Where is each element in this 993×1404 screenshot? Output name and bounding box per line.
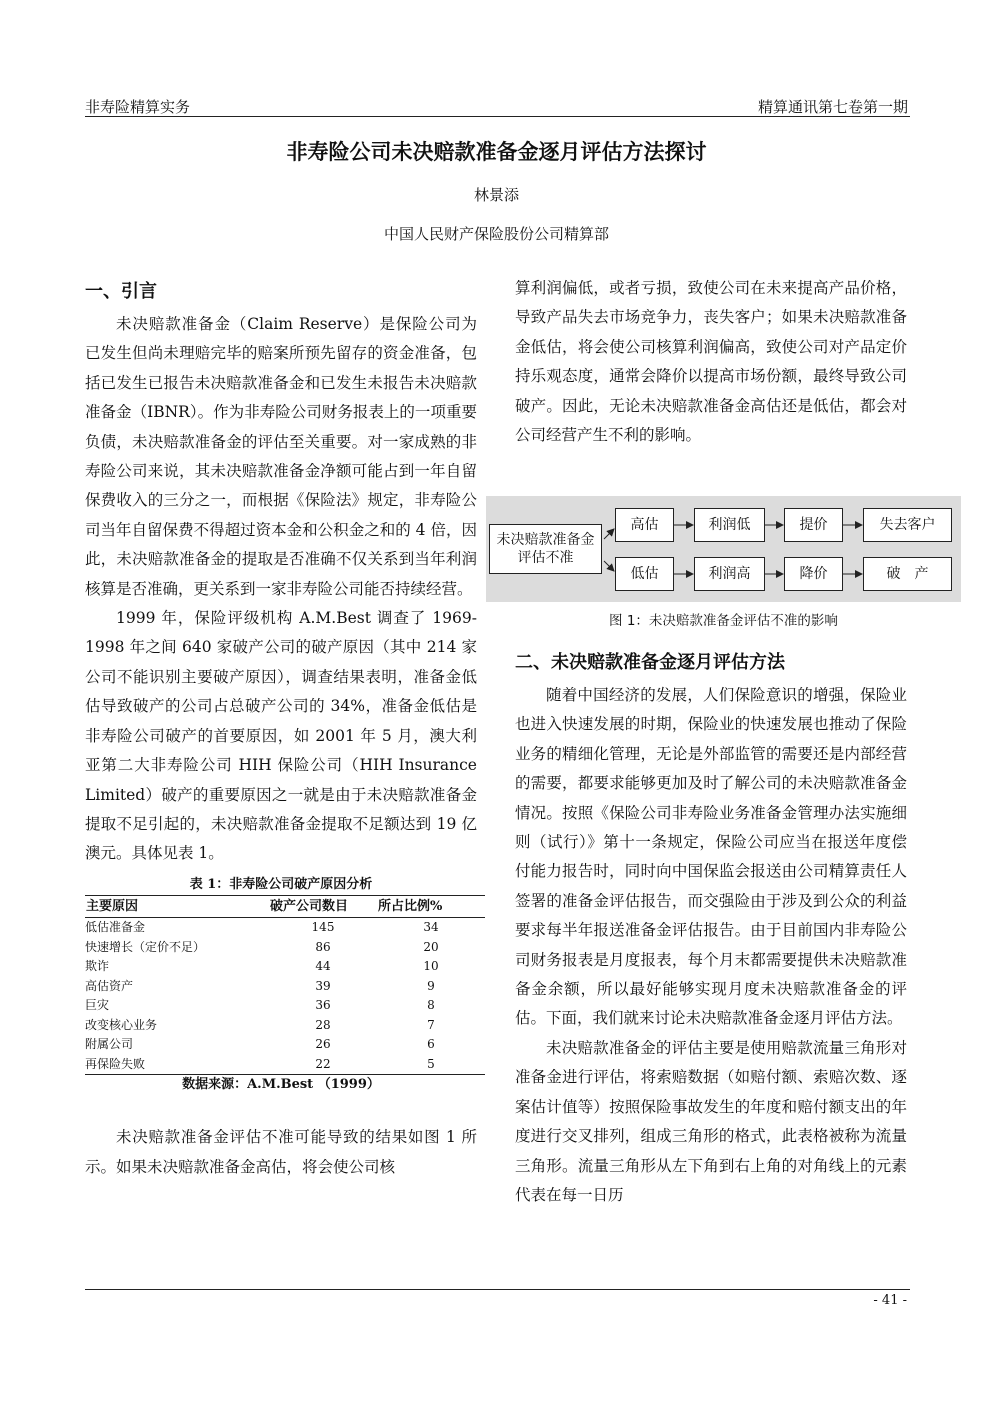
table-row: [85, 938, 485, 958]
figure1: [486, 496, 961, 602]
table1-header-percent: 所占比例%: [377, 895, 485, 918]
table1-source: 数据来源：A.M.Best （1999）: [182, 1077, 380, 1093]
table-cell: 欺诈: [85, 959, 110, 974]
footer-rule: [85, 1289, 910, 1290]
table-cell: 39: [315, 978, 331, 993]
figure1-box-low-profit: 利润低: [694, 508, 765, 542]
table1: [85, 895, 485, 1076]
table-cell: 7: [427, 1017, 435, 1032]
table-row: [85, 1055, 485, 1075]
section2-paragraph-1: 随着中国经济的发展，人们保险意识的增强，保险业也进入快速发展的时期，保险业的快速发展也推动了保险业务的精细化管理，无论是外部监管的需要还是内部经营的需要，都要求能够更加及时了解公司的未决赔款准备金情况。按照《保险公司非寿险业务准备金管理办法实施细则（试行）》第十一条规定，保险公司应当在报送年度偿付能力报告时，同时向中国保监会报送由公司精算责任人签署的准备金评估报告，而交强险由于涉及到公众的利益要求每半年报送准备金评估报告。由于目前国内非寿险公司财务报表是月度报表，每个月末都需要提供未决赔款准备金余额，所以最好能够实现月度未决赔款准备金的评估。下面，我们就来讨论未决赔款准备金逐月评估方法。: [515, 686, 907, 1028]
table-cell: 再保险失败: [85, 1055, 269, 1075]
table-cell: 低估准备金: [85, 920, 146, 935]
table1-caption: 表 1：非寿险公司破产原因分析: [189, 876, 373, 892]
paper-title: 非寿险公司未决赔款准备金逐月评估方法探讨: [286, 140, 707, 164]
table-row: [85, 1016, 485, 1036]
figure1-box-high-profit: 利润高: [694, 557, 765, 591]
arrow-to-underestimate: [604, 561, 614, 571]
figure1-caption: 图 1：未决赔款准备金评估不准的影响: [609, 613, 838, 629]
section1-paragraph-1: 未决赔款准备金（Claim Reserve）是保险公司为已发生但尚未理赔完毕的赔案所预先留存的资金准备，包括已发生已报告未决赔款准备金和已发生未报告未决赔款准备金（IBNR）。作为非寿险公司财务报表上的一项重要负债，未决赔款准备金的评估至关重要。对一家成熟的非寿险公司来说，其未决赔款准备金净额可能占到一年自留保费收入的三分之一，而根据《保险法》规定，非寿险公司当年自留保费不得超过资本金和公积金之和的 4 倍，因此，未决赔款准备金的提取是否准确不仅关系到当年利润核算是否准确，更关系到一家非寿险公司能否持续经营。: [85, 315, 477, 598]
table-cell: 86: [315, 939, 331, 954]
figure1-box-bankruptcy: 破 产: [863, 557, 952, 591]
page-number: - 41 -: [873, 1293, 907, 1308]
table-row: [85, 1035, 485, 1055]
section1-heading: 一、引言: [85, 281, 157, 302]
table-cell: 附属公司: [85, 1037, 134, 1052]
running-header-left: 非寿险精算实务: [85, 98, 191, 116]
table1-header-row: [85, 895, 485, 918]
author: 林景添: [473, 186, 519, 204]
running-header-right: 精算通讯第七卷第一期: [757, 98, 908, 116]
table-cell: 6: [427, 1037, 435, 1052]
right-column: [515, 274, 907, 450]
affiliation: 中国人民财产保险股份公司精算部: [383, 225, 609, 243]
left-column: [85, 274, 477, 1182]
table-row: [85, 977, 485, 997]
section1-paragraph-2: 1999 年，保险评级机构 A.M.Best 调查了 1969-1998 年之间 640 家破产公司的破产原因（其中 214 家公司不能识别主要破产原因），调查结果表明，准备金低估导致破产的公司占总破产公司的 34%，准备金低估是非寿险公司破产的首要原因，如 2001 年 5 月，澳大利亚第二大非寿险公司 HIH 保险公司（HIH Insurance Limited）破产的重要原因之一就是由于未决赔款准备金提取不足引起的，未决赔款准备金提取不足额达到 19 亿澳元。具体见表 1。: [85, 609, 477, 863]
table-cell: 9: [427, 978, 435, 993]
table-cell: 10: [423, 959, 439, 974]
table-cell: 8: [427, 998, 435, 1013]
arrow-to-overestimate: [604, 529, 614, 539]
right-column-continued-paragraph: 算利润偏低，或者亏损，致使公司在未来提高产品价格，导致产品失去市场竞争力，丧失客户；如果未决赔款准备金低估，将会使公司核算利润偏高，致使公司对产品定价持乐观态度，通常会降价以提高市场份额，最终导致公司破产。因此，无论未决赔款准备金高估还是低估，都会对公司经营产生不利的影响。: [515, 279, 907, 445]
figure1-box-lose-customers: 失去客户: [863, 508, 952, 542]
table-cell: 145: [311, 920, 335, 935]
table1-header-count: 破产公司数目: [269, 895, 377, 918]
table-cell: 快速增长（定价不足）: [85, 939, 206, 954]
table-cell: 34: [423, 920, 439, 935]
table-cell: 44: [315, 959, 331, 974]
table-cell: 28: [315, 1017, 331, 1032]
table-row: [85, 996, 485, 1016]
section1-paragraph-3: 未决赔款准备金评估不准可能导致的结果如图 1 所示。如果未决赔款准备金高估，将会使公司核: [85, 1128, 477, 1176]
table-cell: 20: [423, 939, 439, 954]
table-cell: 高估资产: [85, 978, 134, 993]
figure1-source-box: 未决赔款准备金评估不准: [489, 524, 602, 574]
figure1-box-overestimate: 高估: [615, 508, 674, 542]
figure1-box-price-cut: 降价: [784, 557, 843, 591]
figure1-box-price-increase: 提价: [784, 508, 843, 542]
table-cell: 36: [315, 998, 331, 1013]
table-cell: 22: [269, 1055, 377, 1075]
table-cell: 改变核心业务: [85, 1017, 158, 1032]
table-row: [85, 957, 485, 977]
table-cell: 5: [377, 1055, 485, 1075]
header-rule: [85, 116, 910, 117]
table1-header-cause: 主要原因: [85, 895, 269, 918]
figure1-box-underestimate: 低估: [615, 557, 674, 591]
right-column-section2: [515, 645, 907, 1210]
section2-heading: 二、未决赔款准备金逐月评估方法: [515, 652, 785, 673]
table-cell: 26: [315, 1037, 331, 1052]
section2-paragraph-2: 未决赔款准备金的评估主要是使用赔款流量三角形对准备金进行评估，将索赔数据（如赔付额、索赔次数、逐案估计值等）按照保险事故发生的年度和赔付额支出的年度进行交叉排列，组成三角形的格式，此表格被称为流量三角形。流量三角形从左下角到右上角的对角线上的元素代表在每一日历: [515, 1038, 907, 1204]
table-row: [85, 918, 485, 938]
table-cell: 巨灾: [85, 998, 110, 1013]
